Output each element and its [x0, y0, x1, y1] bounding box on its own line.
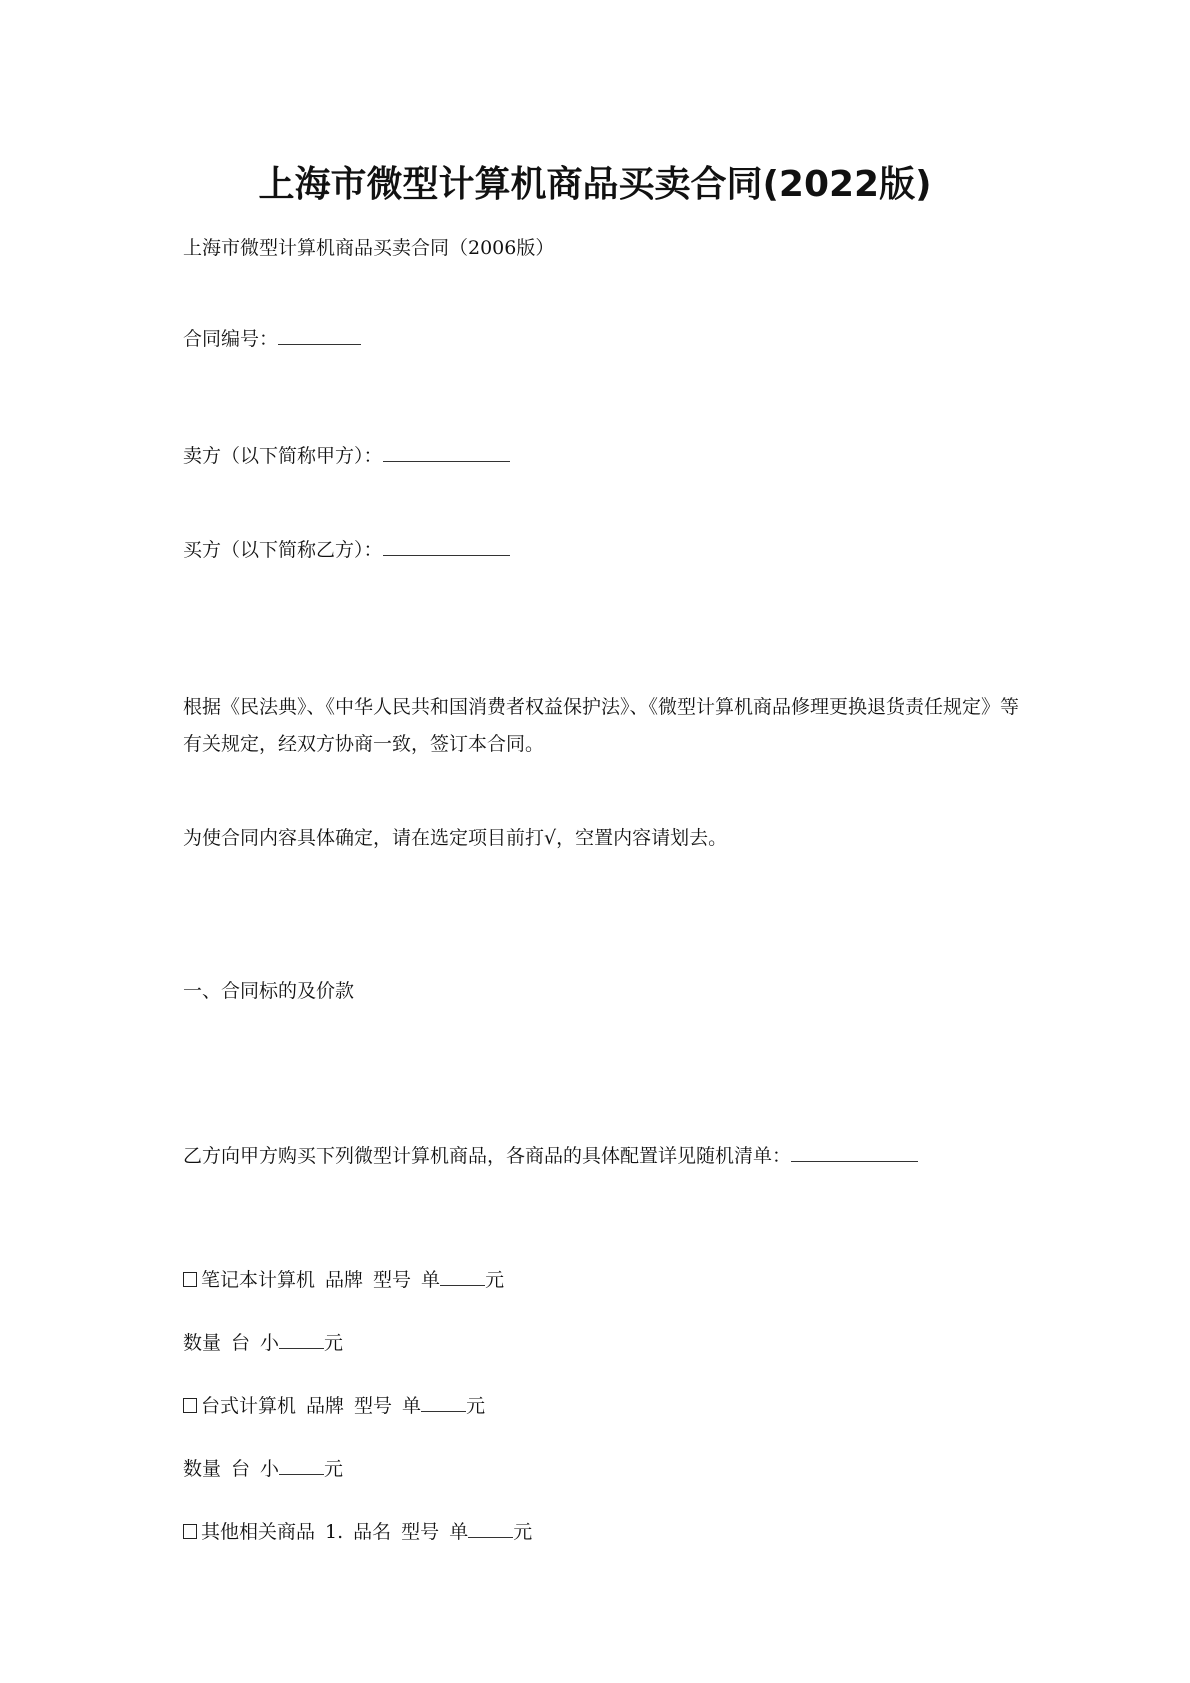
- brand-label: 品牌: [306, 1395, 345, 1417]
- item-index: 1.: [325, 1521, 344, 1543]
- item-desktop-line: [183, 1393, 485, 1418]
- purchase-statement: 乙方向甲方购买下列微型计算机商品，各商品的具体配置详见随机清单：: [183, 1145, 792, 1167]
- subtotal-label: 小: [260, 1458, 280, 1480]
- basis-paragraph: 根据《民法典》、《中华人民共和国消费者权益保护法》、《微型计算机商品修理更换退货责任规定》等有关规定，经双方协商一致，签订本合同。: [183, 696, 1020, 755]
- contract-number-label: 合同编号：: [183, 328, 279, 350]
- unit-price-blank: [440, 1267, 485, 1286]
- item-other-line: [183, 1519, 532, 1544]
- checkbox-other[interactable]: [183, 1524, 197, 1539]
- item-notebook-line: [183, 1267, 504, 1292]
- item-name: 台式计算机: [201, 1395, 297, 1417]
- yuan-label: 元: [513, 1521, 533, 1543]
- contract-number-line: [183, 326, 361, 351]
- checkbox-desktop[interactable]: [183, 1398, 197, 1413]
- buyer-blank: [383, 537, 510, 556]
- checkbox-notebook[interactable]: [183, 1272, 197, 1287]
- document-subtitle: 上海市微型计算机商品买卖合同（2006版）: [183, 237, 555, 259]
- buyer-label: 买方（以下简称乙方）：: [183, 539, 383, 561]
- yuan-label: 元: [466, 1395, 486, 1417]
- unit-price-blank: [421, 1393, 466, 1412]
- model-label: 型号: [373, 1269, 412, 1291]
- document-title: 上海市微型计算机商品买卖合同(2022版): [258, 164, 932, 205]
- yuan-label: 元: [324, 1458, 344, 1480]
- seller-label: 卖方（以下简称甲方）：: [183, 445, 383, 467]
- unit-tai-label: 台: [231, 1458, 251, 1480]
- purchase-statement-line: [183, 1143, 918, 1168]
- buyer-line: [183, 537, 510, 562]
- unit-price-label: 单: [449, 1521, 469, 1543]
- unit-tai-label: 台: [231, 1332, 251, 1354]
- seller-line: [183, 443, 510, 468]
- unit-price-label: 单: [421, 1269, 441, 1291]
- item-notebook-qty-line: [183, 1330, 343, 1355]
- model-label: 型号: [354, 1395, 393, 1417]
- instruction-text: 为使合同内容具体确定，请在选定项目前打√，空置内容请划去。: [183, 827, 728, 849]
- subtotal-blank: [279, 1456, 324, 1475]
- contract-number-blank: [278, 326, 361, 345]
- item-name: 笔记本计算机: [201, 1269, 316, 1291]
- quantity-label: 数量: [183, 1332, 222, 1354]
- brand-label: 品牌: [325, 1269, 364, 1291]
- section-1-heading: 一、合同标的及价款: [183, 980, 355, 1002]
- seller-blank: [383, 443, 510, 462]
- yuan-label: 元: [485, 1269, 505, 1291]
- config-list-blank: [791, 1143, 918, 1162]
- subtotal-blank: [279, 1330, 324, 1349]
- item-desktop-qty-line: [183, 1456, 343, 1481]
- yuan-label: 元: [324, 1332, 344, 1354]
- subtotal-label: 小: [260, 1332, 280, 1354]
- product-name-label: 品名: [353, 1521, 392, 1543]
- unit-price-label: 单: [402, 1395, 422, 1417]
- quantity-label: 数量: [183, 1458, 222, 1480]
- item-name: 其他相关商品: [201, 1521, 316, 1543]
- unit-price-blank: [468, 1519, 513, 1538]
- model-label: 型号: [401, 1521, 440, 1543]
